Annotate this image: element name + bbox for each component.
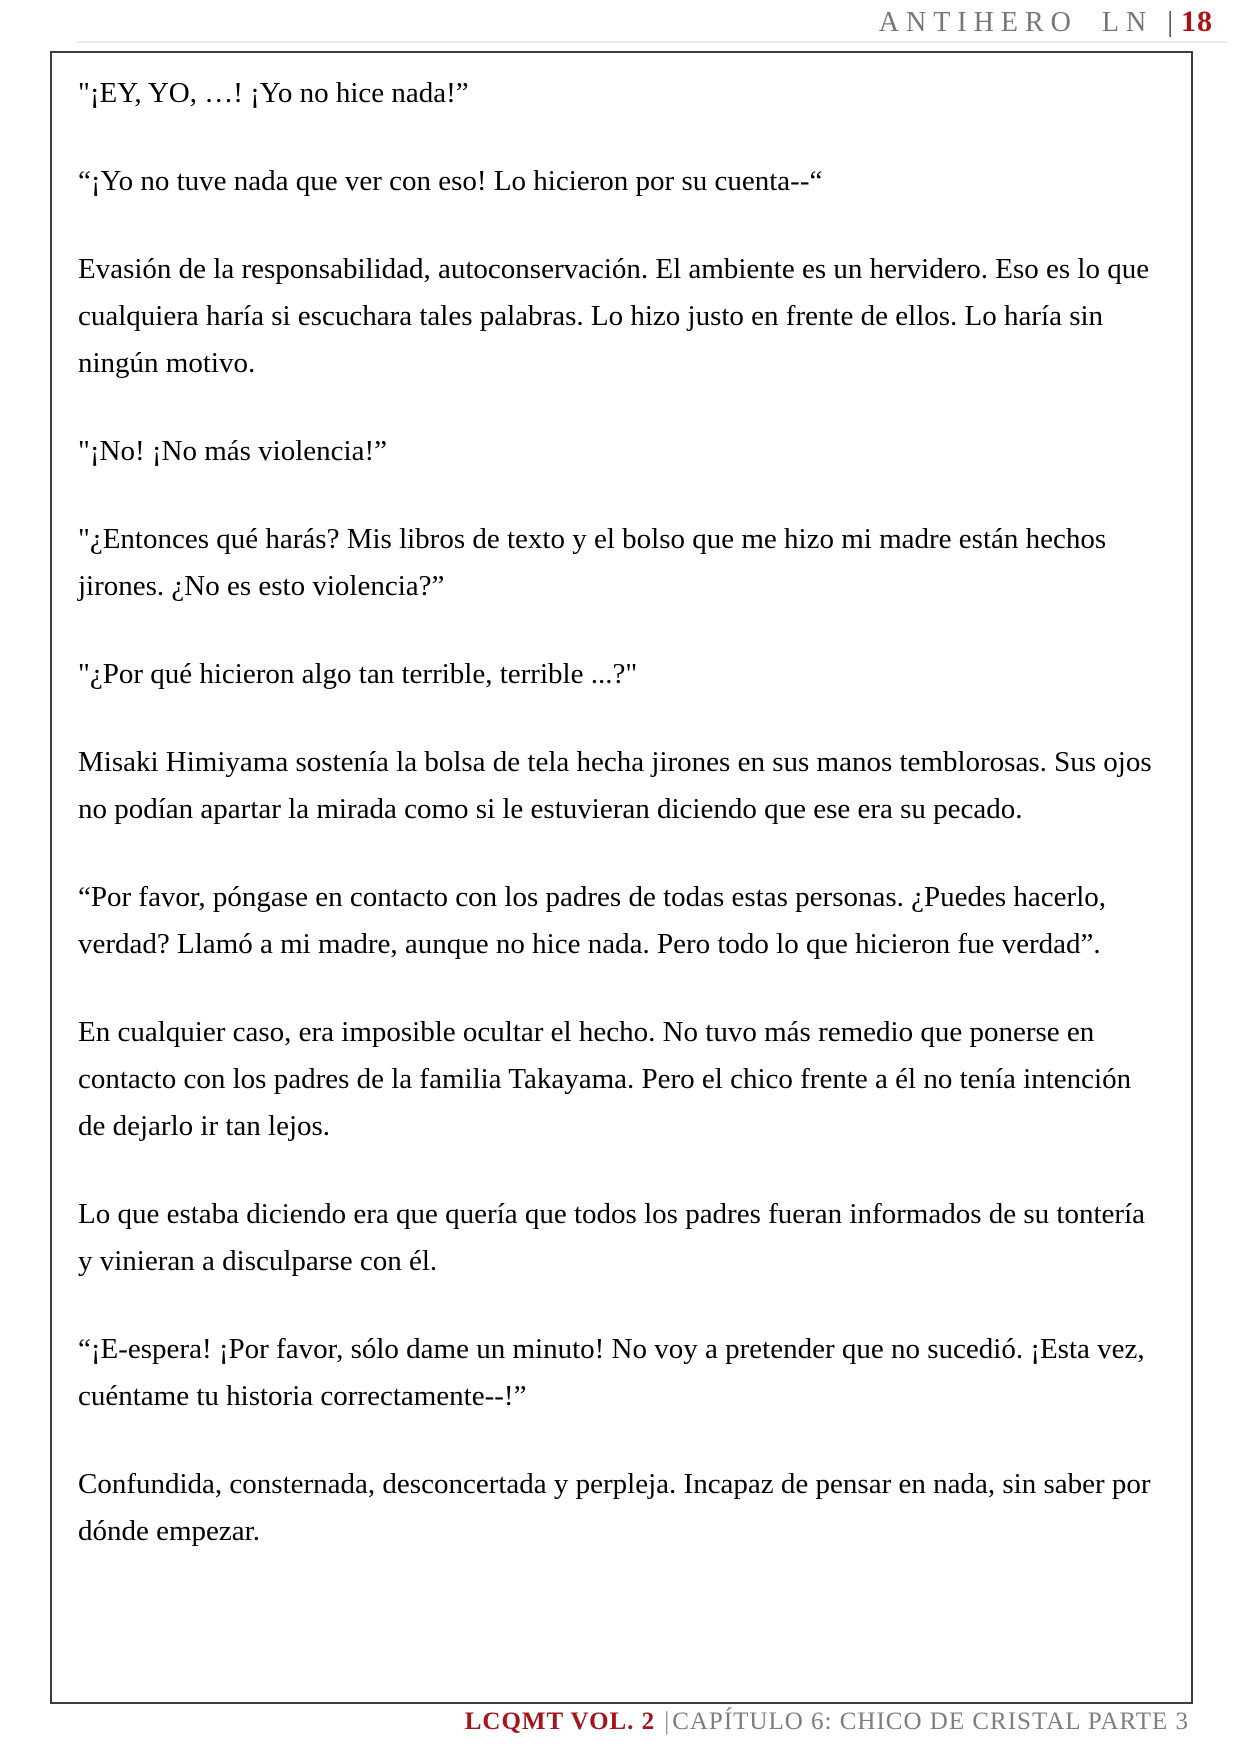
paragraph: “Por favor, póngase en contacto con los padres de todas estas personas. ¿Puedes hacerlo, verdad? Llamó a mi madre, aunque no hice nada. Pero todo lo que hicieron fue verdad”. <box>78 881 1106 960</box>
paragraph: Evasión de la responsabilidad, autoconservación. El ambiente es un hervidero. Eso es lo que cualquiera haría si escuchara tales palabras. Lo hizo justo en frente de ellos. Lo haría sin ningún motivo. <box>78 253 1150 379</box>
paragraph: “¡E-espera! ¡Por favor, sólo dame un minuto! No voy a pretender que no sucedió. ¡Esta vez, cuéntame tu historia correctamente--!” <box>78 1333 1145 1412</box>
paragraph: Lo que estaba diciendo era que quería que todos los padres fueran informados de su tontería y vinieran a disculparse con él. <box>78 1198 1145 1277</box>
header-separator: | <box>1167 6 1173 38</box>
paragraph: "¡No! ¡No más violencia!” <box>78 435 387 467</box>
page-number: 18 <box>1181 5 1213 38</box>
page-footer <box>465 1706 1189 1738</box>
paragraph: En cualquier caso, era imposible ocultar el hecho. No tuvo más remedio que ponerse en contacto con los padres de la familia Takayama. Pero el chico frente a él no tenía intención de dejarlo ir tan lejos. <box>78 1016 1132 1142</box>
header-title: ANTIHERO LN <box>878 7 1154 38</box>
footer-separator: | <box>664 1708 671 1735</box>
text-content-box <box>50 51 1193 1704</box>
header-rule <box>75 41 1228 43</box>
paragraphs <box>78 70 1165 1555</box>
footer-volume: LCQMT VOL. 2 <box>464 1708 656 1735</box>
paragraph: “¡Yo no tuve nada que ver con eso! Lo hicieron por su cuenta--“ <box>78 165 823 197</box>
paragraph: "¿Entonces qué harás? Mis libros de texto y el bolso que me hizo mi madre están hechos jirones. ¿No es esto violencia?” <box>78 523 1107 602</box>
paragraph: "¿Por qué hicieron algo tan terrible, terrible ...?" <box>78 658 638 690</box>
paragraph: "¡EY, YO, …! ¡Yo no hice nada!” <box>78 77 469 109</box>
paragraph: Confundida, consternada, desconcertada y perpleja. Incapaz de pensar en nada, sin saber por dónde empezar. <box>78 1468 1151 1547</box>
page-header <box>879 5 1213 39</box>
footer-chapter: CAPÍTULO 6: CHICO DE CRISTAL PARTE 3 <box>672 1708 1189 1735</box>
paragraph: Misaki Himiyama sostenía la bolsa de tela hecha jirones en sus manos temblorosas. Sus ojos no podían apartar la mirada como si le estuvieran diciendo que ese era su pecado. <box>78 746 1152 825</box>
